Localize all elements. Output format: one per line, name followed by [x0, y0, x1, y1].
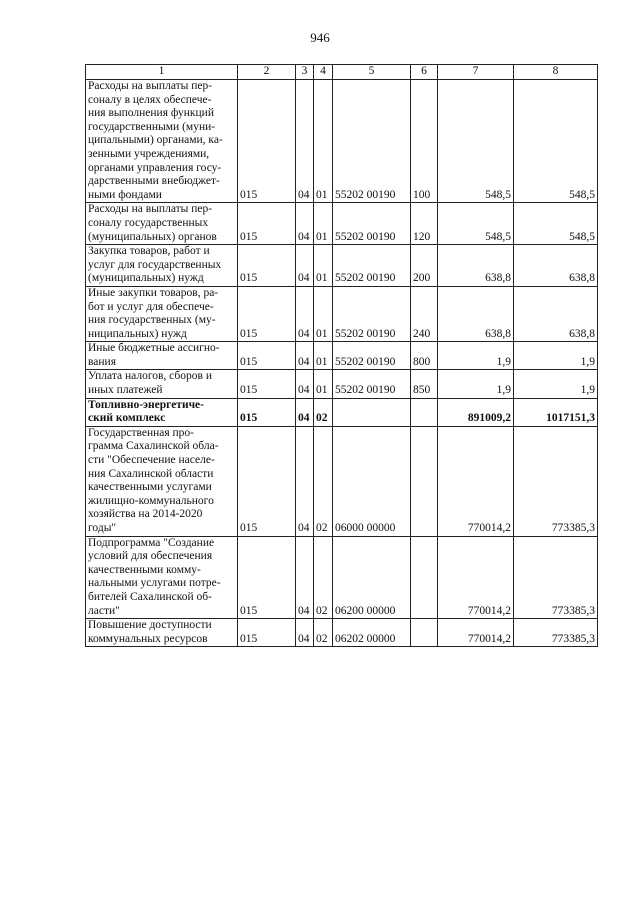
section-code-cell: 04 — [296, 342, 314, 370]
admin-code-cell: 015 — [238, 80, 296, 203]
expense-type-cell: 240 — [411, 286, 438, 341]
admin-code-cell: 015 — [238, 203, 296, 245]
subsection-code-cell: 02 — [314, 536, 333, 619]
row-name-line: жилищно-коммунального — [88, 494, 214, 507]
target-article-cell: 06202 00000 — [333, 619, 411, 647]
amount-year2-cell: 1,9 — [514, 370, 598, 398]
row-name-cell — [86, 426, 238, 536]
admin-code-cell: 015 — [238, 536, 296, 619]
row-name-line: Уплата налогов, сборов и — [88, 370, 212, 383]
subsection-code-cell: 01 — [314, 203, 333, 245]
row-name-cell — [86, 203, 238, 245]
row-name-line: вания — [88, 355, 116, 368]
table-row — [86, 342, 598, 370]
admin-code-cell: 015 — [238, 286, 296, 341]
row-name-cell — [86, 398, 238, 426]
row-name-cell — [86, 245, 238, 287]
row-name-line: Расходы на выплаты пер- — [88, 203, 213, 216]
row-name-cell — [86, 80, 238, 203]
amount-year2-cell: 548,5 — [514, 203, 598, 245]
row-name-line: годы" — [88, 522, 117, 534]
row-name-line: услуг для государственных — [88, 258, 222, 271]
table-row — [86, 619, 598, 647]
budget-table — [85, 64, 598, 647]
amount-year2-cell: 548,5 — [514, 80, 598, 203]
column-header: 5 — [333, 65, 411, 80]
table-row — [86, 245, 598, 287]
target-article-cell — [333, 398, 411, 426]
amount-year1-cell: 891009,2 — [438, 398, 514, 426]
amount-year2-cell: 773385,3 — [514, 536, 598, 619]
amount-year1-cell: 548,5 — [438, 80, 514, 203]
row-name-line: хозяйства на 2014-2020 — [88, 508, 203, 521]
column-header: 3 — [296, 65, 314, 80]
amount-year1-cell: 770014,2 — [438, 619, 514, 647]
row-name-line: Топливно-энергетиче- — [88, 398, 204, 411]
amount-year2-cell: 773385,3 — [514, 619, 598, 647]
amount-year2-cell: 638,8 — [514, 245, 598, 287]
admin-code-cell: 015 — [238, 245, 296, 287]
amount-year1-cell: 548,5 — [438, 203, 514, 245]
row-name-line: Государственная про- — [88, 426, 195, 439]
subsection-code-cell: 02 — [314, 426, 333, 536]
amount-year1-cell: 770014,2 — [438, 426, 514, 536]
section-code-cell: 04 — [296, 245, 314, 287]
row-name-line: Закупка товаров, работ и — [88, 245, 210, 258]
target-article-cell: 55202 00190 — [333, 245, 411, 287]
row-name-line: государственными (муни- — [88, 120, 216, 133]
amount-year2-cell: 1,9 — [514, 342, 598, 370]
page-number: 946 — [310, 30, 330, 45]
expense-type-cell: 200 — [411, 245, 438, 287]
expense-type-cell — [411, 426, 438, 536]
row-name-line: бот и услуг для обеспече- — [88, 300, 214, 313]
table-row — [86, 536, 598, 619]
admin-code-cell: 015 — [238, 619, 296, 647]
row-name-line: зенными учреждениями, — [88, 147, 210, 160]
amount-year2-cell: 773385,3 — [514, 426, 598, 536]
target-article-cell: 55202 00190 — [333, 286, 411, 341]
target-article-cell: 55202 00190 — [333, 342, 411, 370]
section-code-cell: 04 — [296, 426, 314, 536]
row-name-line: Иные закупки товаров, ра- — [88, 286, 219, 299]
table-row — [86, 398, 598, 426]
row-name-line: дарственными внебюджет- — [88, 175, 220, 188]
row-name-line: соналу в целях обеспече- — [88, 93, 212, 106]
row-name-cell — [86, 619, 238, 647]
row-name-line: иных платежей — [88, 384, 163, 397]
row-name-line: нальными услугами потре- — [88, 577, 221, 590]
target-article-cell: 55202 00190 — [333, 203, 411, 245]
row-name-cell — [86, 370, 238, 398]
row-name-line: ский комплекс — [88, 412, 166, 425]
amount-year1-cell: 638,8 — [438, 286, 514, 341]
expense-type-cell: 800 — [411, 342, 438, 370]
row-name-line: Расходы на выплаты пер- — [88, 80, 213, 92]
column-header: 1 — [86, 65, 238, 80]
row-name-line: Повышение доступности — [88, 619, 212, 632]
row-name-line: Подпрограмма "Создание — [88, 536, 215, 549]
admin-code-cell: 015 — [238, 398, 296, 426]
section-code-cell: 04 — [296, 536, 314, 619]
amount-year1-cell: 1,9 — [438, 370, 514, 398]
row-name-cell — [86, 286, 238, 341]
amount-year2-cell: 638,8 — [514, 286, 598, 341]
row-name-line: качественными комму- — [88, 563, 201, 576]
target-article-cell: 06000 00000 — [333, 426, 411, 536]
row-name-line: органами управления госу- — [88, 161, 222, 174]
row-name-line: Иные бюджетные ассигно- — [88, 342, 220, 355]
section-code-cell: 04 — [296, 619, 314, 647]
table-row — [86, 203, 598, 245]
row-name-line: ния государственных (му- — [88, 314, 216, 327]
row-name-line: бителей Сахалинской об- — [88, 590, 212, 603]
row-name-line: ными фондами — [88, 188, 162, 201]
subsection-code-cell: 01 — [314, 370, 333, 398]
row-name-line: коммунальных ресурсов — [88, 632, 208, 645]
expense-type-cell: 850 — [411, 370, 438, 398]
section-code-cell: 04 — [296, 80, 314, 203]
subsection-code-cell: 02 — [314, 398, 333, 426]
row-name-line: условий для обеспечения — [88, 550, 213, 563]
row-name-line: соналу государственных — [88, 216, 209, 229]
table-row — [86, 80, 598, 203]
row-name-line: ципальными) органами, ка- — [88, 134, 223, 147]
row-name-line: (муниципальных) органов — [88, 230, 217, 243]
row-name-line: грамма Сахалинской обла- — [88, 440, 219, 453]
subsection-code-cell: 01 — [314, 245, 333, 287]
expense-type-cell — [411, 536, 438, 619]
section-code-cell: 04 — [296, 203, 314, 245]
row-name-line: (муниципальных) нужд — [88, 272, 204, 285]
admin-code-cell: 015 — [238, 370, 296, 398]
expense-type-cell: 120 — [411, 203, 438, 245]
row-name-cell — [86, 536, 238, 619]
subsection-code-cell: 01 — [314, 286, 333, 341]
expense-type-cell — [411, 619, 438, 647]
subsection-code-cell: 02 — [314, 619, 333, 647]
expense-type-cell — [411, 398, 438, 426]
admin-code-cell: 015 — [238, 426, 296, 536]
target-article-cell: 55202 00190 — [333, 80, 411, 203]
row-name-cell — [86, 342, 238, 370]
amount-year1-cell: 1,9 — [438, 342, 514, 370]
row-name-line: сти "Обеспечение населе- — [88, 454, 215, 467]
amount-year1-cell: 638,8 — [438, 245, 514, 287]
subsection-code-cell: 01 — [314, 342, 333, 370]
section-code-cell: 04 — [296, 398, 314, 426]
row-name-line: ния Сахалинской области — [88, 467, 214, 480]
row-name-line: ласти" — [88, 604, 120, 617]
admin-code-cell: 015 — [238, 342, 296, 370]
amount-year2-cell: 1017151,3 — [514, 398, 598, 426]
row-name-line: ниципальных) нужд — [88, 327, 187, 340]
amount-year1-cell: 770014,2 — [438, 536, 514, 619]
section-code-cell: 04 — [296, 286, 314, 341]
table-row — [86, 370, 598, 398]
section-code-cell: 04 — [296, 370, 314, 398]
row-name-line: качественными услугами — [88, 481, 212, 494]
header-row — [86, 65, 598, 80]
column-header: 6 — [411, 65, 438, 80]
subsection-code-cell: 01 — [314, 80, 333, 203]
table-row — [86, 426, 598, 536]
column-header: 7 — [438, 65, 514, 80]
column-header: 2 — [238, 65, 296, 80]
column-header: 4 — [314, 65, 333, 80]
column-header: 8 — [514, 65, 598, 80]
target-article-cell: 06200 00000 — [333, 536, 411, 619]
expense-type-cell: 100 — [411, 80, 438, 203]
row-name-line: ния выполнения функций — [88, 107, 214, 120]
table-body — [86, 80, 598, 647]
table-row — [86, 286, 598, 341]
target-article-cell: 55202 00190 — [333, 370, 411, 398]
